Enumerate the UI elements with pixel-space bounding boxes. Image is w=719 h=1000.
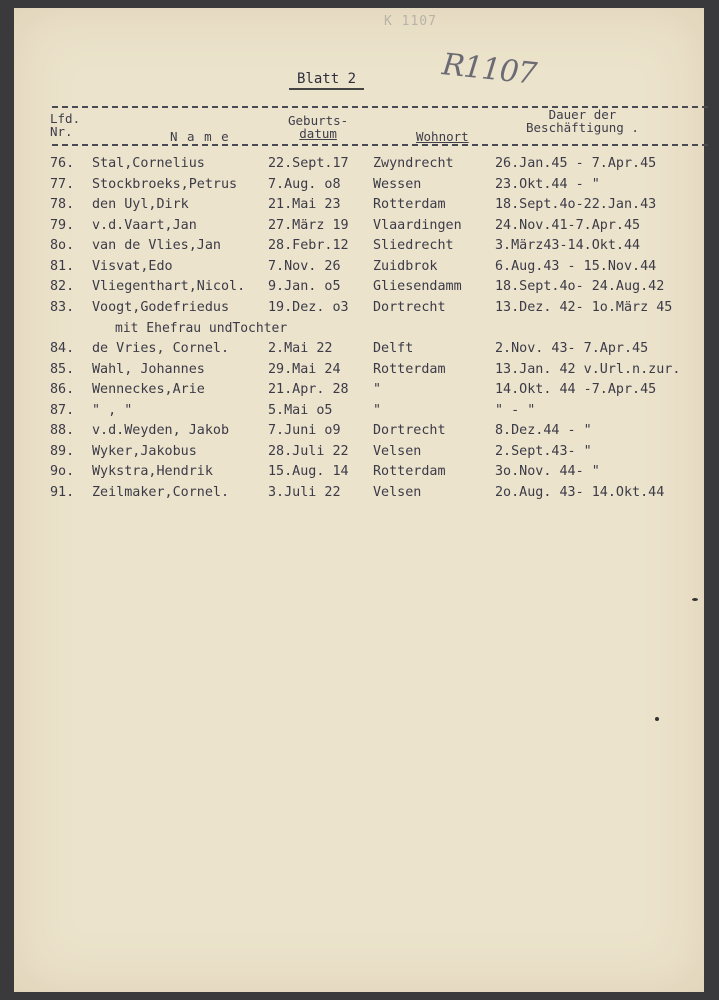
birth-date: 27.März 19: [268, 218, 349, 233]
residence: Wessen: [373, 177, 422, 192]
speck-mark: [655, 717, 659, 721]
table-row: [14, 279, 704, 299]
birth-date: 28.Febr.12: [268, 238, 349, 253]
person-name: Stal,Cornelius: [92, 156, 205, 171]
header-name: N a m e: [170, 129, 230, 144]
person-name: " , ": [92, 403, 133, 418]
row-number: 77.: [50, 177, 75, 192]
employment-duration: 2o.Aug. 43- 14.Okt.44: [495, 485, 665, 500]
person-name: den Uyl,Dirk: [92, 197, 189, 212]
table-row: [14, 423, 704, 443]
person-name: van de Vlies,Jan: [92, 238, 221, 253]
row-note: mit Ehefrau undTochter: [115, 321, 288, 336]
birth-date: 7.Aug. o8: [268, 177, 341, 192]
handwritten-signature: R1107: [440, 47, 538, 92]
table-row: [14, 403, 704, 423]
employment-duration: 6.Aug.43 - 15.Nov.44: [495, 259, 657, 274]
employment-duration: " - ": [495, 403, 536, 418]
residence: Rotterdam: [373, 197, 446, 212]
row-number: 79.: [50, 218, 75, 233]
person-name: Wyker,Jakobus: [92, 444, 197, 459]
table-row: [14, 341, 704, 361]
sheet-title: Blatt 2: [289, 71, 364, 90]
residence: Delft: [373, 341, 414, 356]
employment-duration: 18.Sept.4o-22.Jan.43: [495, 197, 657, 212]
employment-duration: 24.Nov.41-7.Apr.45: [495, 218, 641, 233]
birth-date: 21.Apr. 28: [268, 382, 349, 397]
table-row: [14, 218, 704, 238]
residence: Zuidbrok: [373, 259, 438, 274]
employment-duration: 18.Sept.4o- 24.Aug.42: [495, 279, 665, 294]
header-bottom-rule: [52, 144, 708, 146]
table-row: [14, 485, 704, 505]
person-name: Wahl, Johannes: [92, 362, 205, 377]
row-number: 9o.: [50, 464, 75, 479]
table-row: [14, 259, 704, 279]
header-lfd: Lfd. Nr.: [50, 111, 81, 139]
birth-date: 28.Juli 22: [268, 444, 349, 459]
employment-duration: 13.Dez. 42- 1o.März 45: [495, 300, 673, 315]
row-number: 78.: [50, 197, 75, 212]
birth-date: 15.Aug. 14: [268, 464, 349, 479]
header-geburtsdatum: Geburts- datum: [288, 113, 349, 141]
employment-duration: 26.Jan.45 - 7.Apr.45: [495, 156, 657, 171]
table-row: [14, 156, 704, 176]
row-number: 91.: [50, 485, 75, 500]
person-name: Zeilmaker,Cornel.: [92, 485, 230, 500]
row-number: 83.: [50, 300, 75, 315]
person-name: v.d.Weyden, Jakob: [92, 423, 230, 438]
row-number: 88.: [50, 423, 75, 438]
birth-date: 5.Mai o5: [268, 403, 333, 418]
row-number: 89.: [50, 444, 75, 459]
archive-reference: K 1107: [384, 14, 437, 29]
employment-duration: 2.Nov. 43- 7.Apr.45: [495, 341, 649, 356]
header-wohnort: Wohnort: [416, 129, 469, 144]
table-row: [14, 197, 704, 217]
header-dauer: Dauer der Beschäftigung .: [526, 107, 639, 135]
edge-mark: [692, 598, 698, 601]
row-number: 86.: [50, 382, 75, 397]
residence: Sliedrecht: [373, 238, 454, 253]
residence: ": [373, 382, 382, 397]
person-name: de Vries, Cornel.: [92, 341, 230, 356]
birth-date: 21.Mai 23: [268, 197, 341, 212]
birth-date: 2.Mai 22: [268, 341, 333, 356]
employment-duration: 13.Jan. 42 v.Url.n.zur.: [495, 362, 681, 377]
birth-date: 22.Sept.17: [268, 156, 349, 171]
residence: Rotterdam: [373, 464, 446, 479]
residence: Vlaardingen: [373, 218, 462, 233]
person-name: Vliegenthart,Nicol.: [92, 279, 246, 294]
employment-duration: 14.Okt. 44 -7.Apr.45: [495, 382, 657, 397]
employment-duration: 23.Okt.44 - ": [495, 177, 600, 192]
row-number: 87.: [50, 403, 75, 418]
person-name: Voogt,Godefriedus: [92, 300, 230, 315]
birth-date: 7.Juni o9: [268, 423, 341, 438]
employment-duration: 3o.Nov. 44- ": [495, 464, 600, 479]
table-row: [14, 382, 704, 402]
birth-date: 19.Dez. o3: [268, 300, 349, 315]
residence: Gliesendamm: [373, 279, 462, 294]
person-name: Wykstra,Hendrik: [92, 464, 213, 479]
table-row: [14, 177, 704, 197]
row-number: 84.: [50, 341, 75, 356]
residence: Velsen: [373, 485, 422, 500]
birth-date: 7.Nov. 26: [268, 259, 341, 274]
table-row: [14, 238, 704, 258]
residence: Rotterdam: [373, 362, 446, 377]
person-name: Wenneckes,Arie: [92, 382, 205, 397]
table-row: [14, 300, 704, 320]
person-name: Visvat,Edo: [92, 259, 173, 274]
birth-date: 9.Jan. o5: [268, 279, 341, 294]
residence: Dortrecht: [373, 423, 446, 438]
row-number: 82.: [50, 279, 75, 294]
row-number: 8o.: [50, 238, 75, 253]
residence: Zwyndrecht: [373, 156, 454, 171]
residence: ": [373, 403, 382, 418]
row-number: 85.: [50, 362, 75, 377]
person-name: v.d.Vaart,Jan: [92, 218, 197, 233]
birth-date: 3.Juli 22: [268, 485, 341, 500]
row-number: 81.: [50, 259, 75, 274]
residence: Dortrecht: [373, 300, 446, 315]
employment-duration: 8.Dez.44 - ": [495, 423, 592, 438]
document-page: [14, 8, 704, 992]
residence: Velsen: [373, 444, 422, 459]
table-row: [14, 444, 704, 464]
table-row: [14, 464, 704, 484]
row-number: 76.: [50, 156, 75, 171]
birth-date: 29.Mai 24: [268, 362, 341, 377]
person-name: Stockbroeks,Petrus: [92, 177, 238, 192]
employment-duration: 2.Sept.43- ": [495, 444, 592, 459]
employment-duration: 3.März43-14.Okt.44: [495, 238, 641, 253]
table-row: [14, 362, 704, 382]
